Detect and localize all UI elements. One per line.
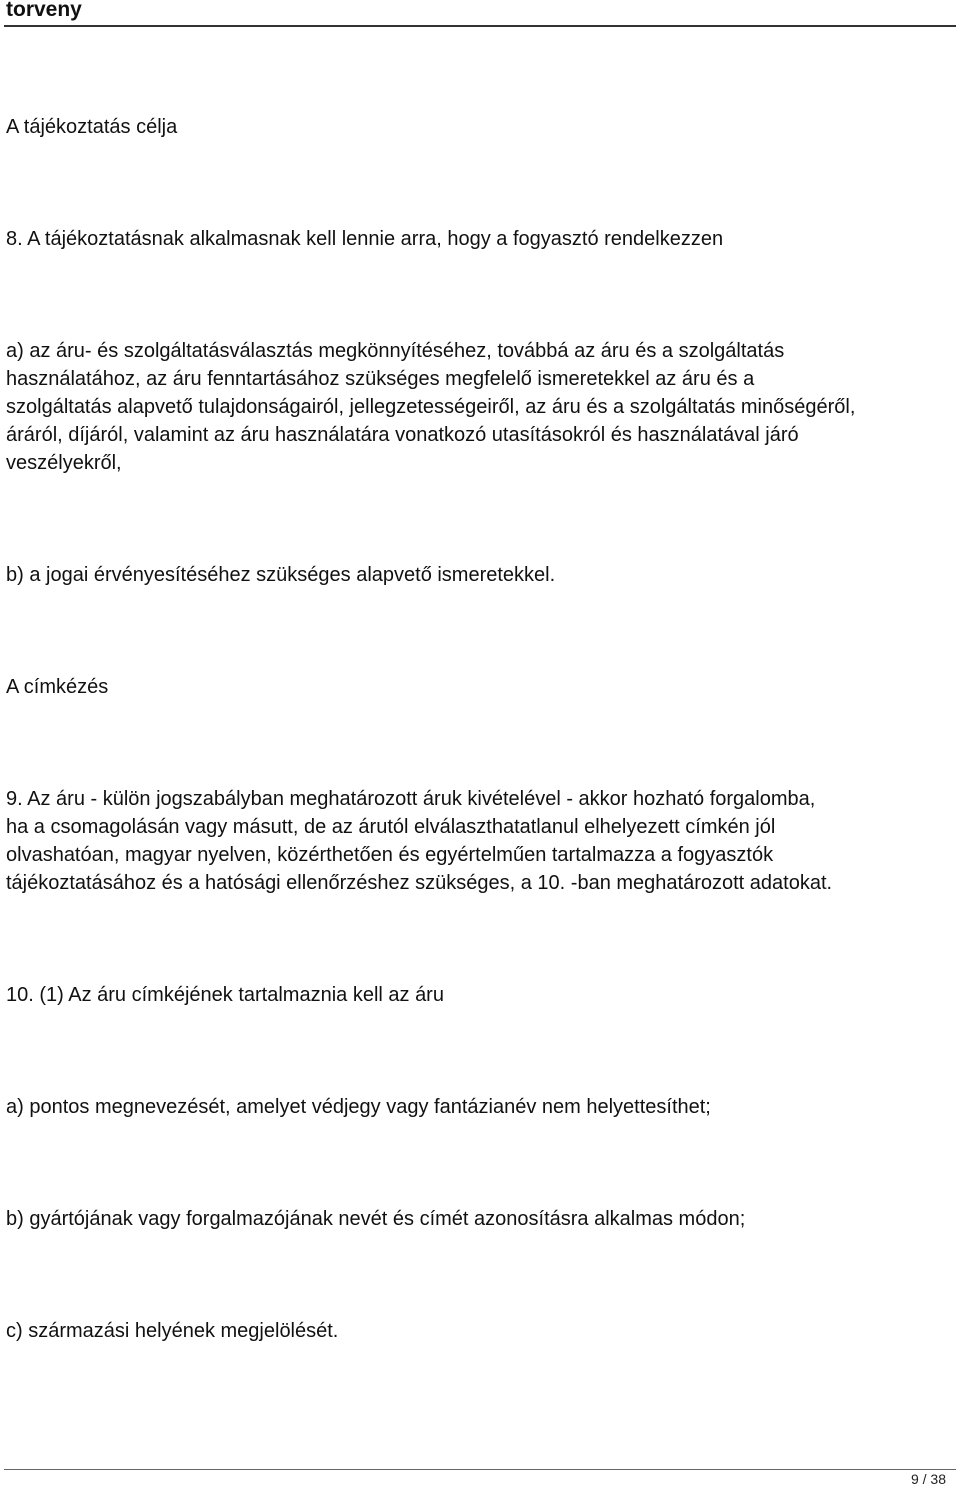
paragraph-8a-line: a) az áru- és szolgáltatásválasztás megkönnyítéséhez, továbbá az áru és a szolgáltatás (6, 340, 785, 362)
footer-divider (4, 1469, 956, 1470)
paragraph-10: 10. (1) Az áru címkéjének tartalmaznia kell az áru (6, 984, 444, 1006)
section-heading-labeling: A címkézés (6, 676, 109, 698)
paragraph-10a: a) pontos megnevezését, amelyet védjegy vagy fantázianév nem helyettesíthet; (6, 1096, 711, 1118)
section-heading-purpose: A tájékoztatás célja (6, 116, 178, 138)
paragraph-9-line: olvashatóan, magyar nyelven, közérthetően és egyértelműen tartalmazza a fogyasztók (6, 844, 774, 866)
paragraph-8b: b) a jogai érvényesítéséhez szükséges alapvető ismeretekkel. (6, 564, 556, 586)
paragraph-9-line: ha a csomagolásán vagy másutt, de az árutól elválaszthatatlanul elhelyezett címkén jól (6, 816, 776, 838)
paragraph-9-line: 9. Az áru - külön jogszabályban meghatározott áruk kivételével - akkor hozható forgalomba, (6, 788, 816, 810)
paragraph-8a-line: szolgáltatás alapvető tulajdonságairól, jellegzetességeiről, az áru és a szolgáltatás minőségéről, (6, 396, 856, 418)
paragraph-9-line: tájékoztatásához és a hatósági ellenőrzéshez szükséges, a 10. -ban meghatározott adatokat. (6, 872, 833, 894)
paragraph-8a-line: használatához, az áru fenntartásához szükséges megfelelő ismeretekkel az áru és a (6, 368, 755, 390)
header-divider (4, 25, 956, 27)
paragraph-10c: c) származási helyének megjelölését. (6, 1320, 339, 1342)
document-title: torveny (6, 0, 82, 21)
paragraph-8: 8. A tájékoztatásnak alkalmasnak kell lennie arra, hogy a fogyasztó rendelkezzen (6, 228, 724, 250)
page-number: 9 / 38 (910, 1471, 946, 1487)
paragraph-10b: b) gyártójának vagy forgalmazójának nevét és címét azonosításra alkalmas módon; (6, 1208, 746, 1230)
paragraph-8a-line: veszélyekről, (6, 452, 122, 474)
paragraph-8a-line: áráról, díjáról, valamint az áru használatára vonatkozó utasításokról és használatával járó (6, 424, 799, 446)
